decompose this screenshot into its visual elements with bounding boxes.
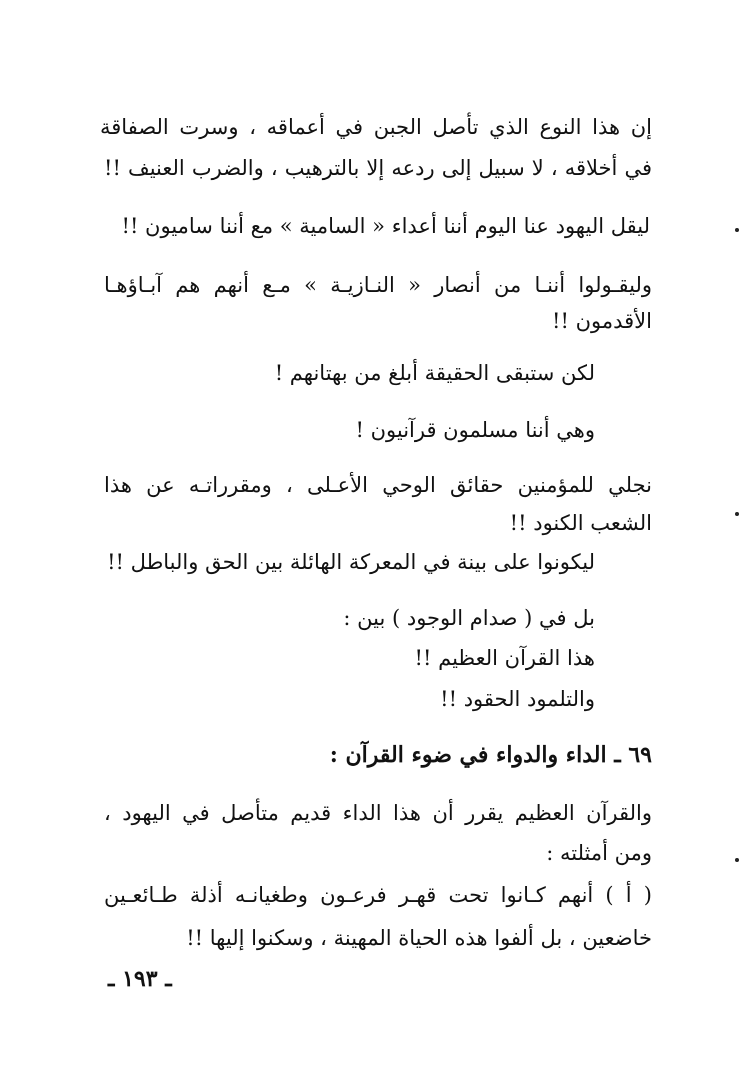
paragraph-line-15: ومن أمثلته :	[546, 841, 652, 865]
section-heading: ٦٩ ـ الداء والدواء في ضوء القرآن :	[329, 742, 652, 768]
paragraph-line-9: الشعب الكنود !!	[509, 511, 652, 535]
paragraph-line-1: إن هذا النوع الذي تأصل الجبن في أعماقه ، وسرت الصفاقة	[100, 115, 652, 139]
edge-dot	[735, 228, 739, 232]
paragraph-line-3: ليقل اليهود عنا اليوم أننا أعداء « السامية » مع أننا ساميون !!	[121, 214, 650, 238]
paragraph-line-4: وليقـولوا أننـا من أنصار « النـازيـة » مـع أنهم هم آبـاؤهـا	[104, 273, 652, 297]
paragraph-line-8: نجلي للمؤمنين حقائق الوحي الأعـلى ، ومقرراتـه عن هذا	[104, 473, 652, 497]
paragraph-line-7: وهي أننا مسلمون قرآنيون !	[355, 418, 595, 442]
edge-dot	[735, 858, 739, 862]
paragraph-line-17: خاضعين ، بل ألفوا هذه الحياة المهينة ، وسكنوا إليها !!	[186, 926, 652, 950]
edge-dot	[735, 512, 739, 516]
paragraph-line-11: بل في ( صدام الوجود ) بين :	[343, 606, 595, 630]
paragraph-line-14: والقرآن العظيم يقرر أن هذا الداء قديم متأصل في اليهود ،	[104, 801, 652, 825]
paragraph-line-5: الأقدمون !!	[552, 309, 652, 333]
paragraph-line-6: لكن ستبقى الحقيقة أبلغ من بهتانهم !	[274, 361, 595, 385]
page-number: ـ ١٩٣ ـ	[108, 966, 172, 992]
paragraph-line-12: هذا القرآن العظيم !!	[414, 646, 595, 670]
paragraph-line-10: ليكونوا على بينة في المعركة الهائلة بين الحق والباطل !!	[107, 550, 595, 574]
paragraph-line-16: ( أ ) أنهم كـانوا تحت قهـر فرعـون وطغيانـه أذلة طـائعـين	[104, 883, 652, 907]
paragraph-line-2: في أخلاقه ، لا سبيل إلى ردعه إلا بالترهيب ، والضرب العنيف !!	[104, 156, 652, 180]
paragraph-line-13: والتلمود الحقود !!	[440, 687, 595, 711]
